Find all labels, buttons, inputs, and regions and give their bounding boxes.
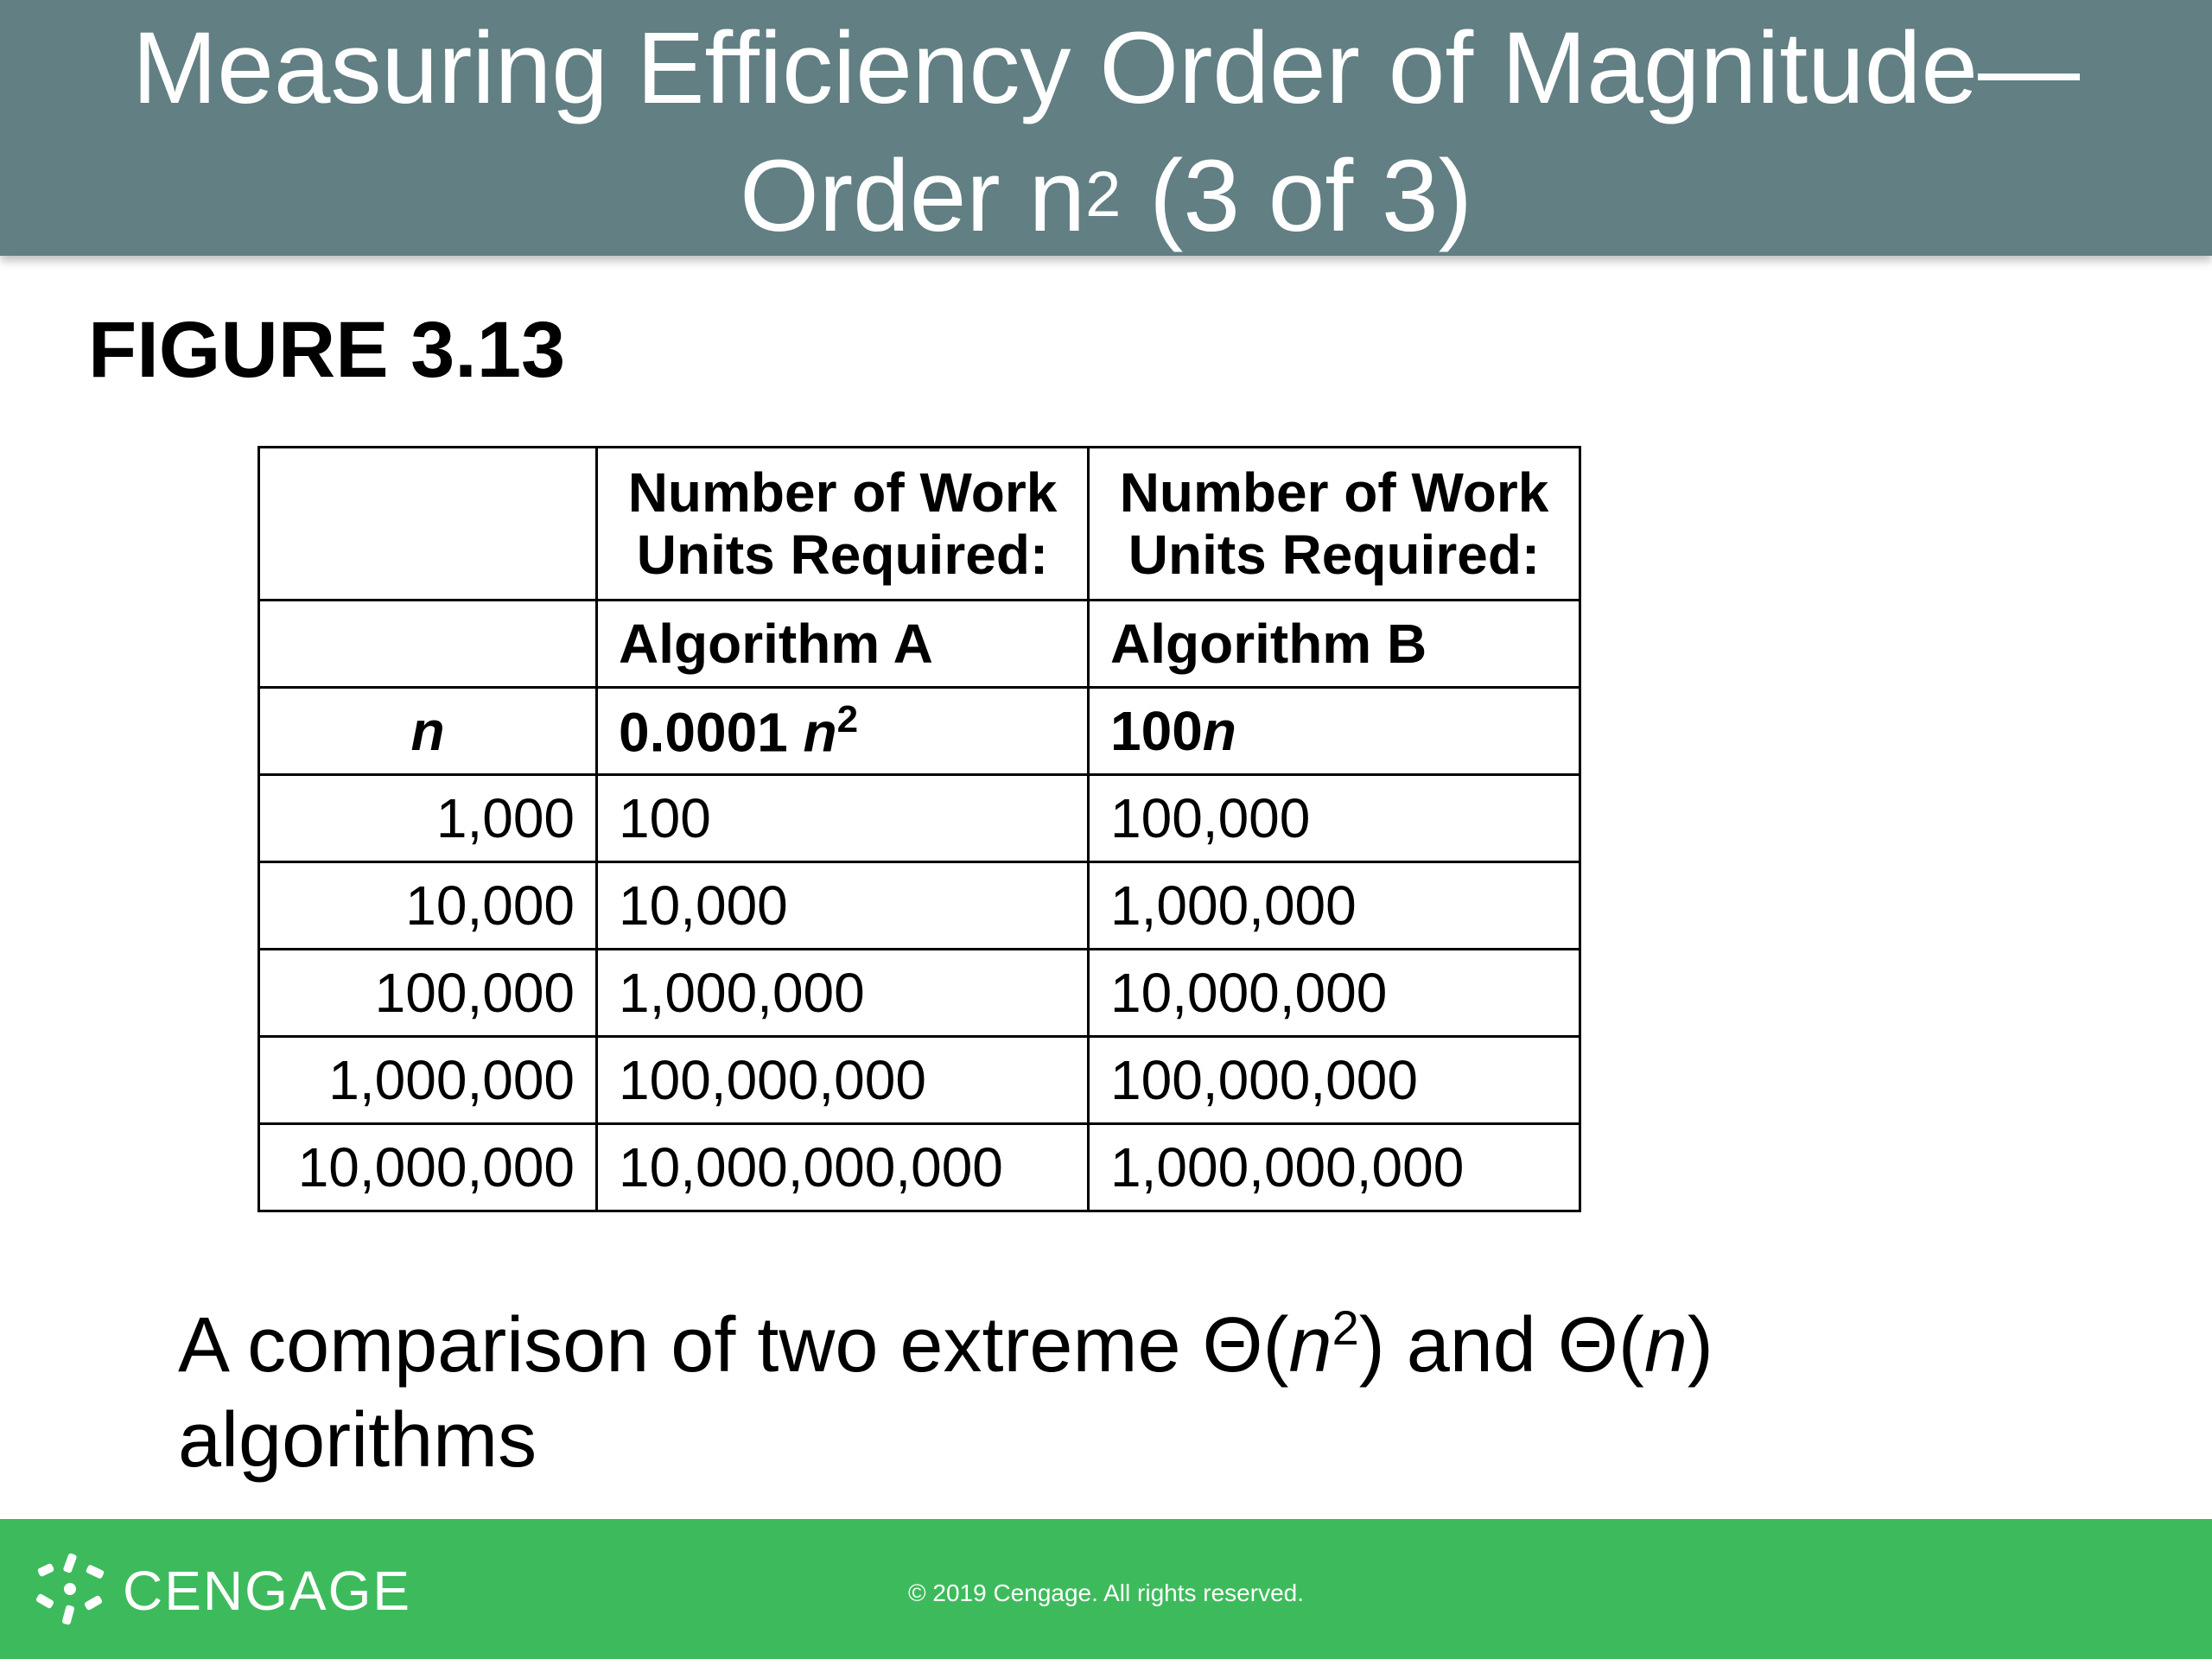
slide-title-line2 bbox=[0, 131, 2212, 261]
cell-a: 100,000,000 bbox=[597, 1037, 1089, 1124]
formula-b-coefficient: 100 bbox=[1110, 700, 1203, 762]
title-order-text: Order n bbox=[740, 139, 1086, 253]
figure-caption bbox=[178, 1281, 1993, 1488]
cell-n: 10,000 bbox=[259, 862, 597, 950]
title-exponent: 2 bbox=[1085, 158, 1122, 230]
caption-var1: n bbox=[1288, 1302, 1332, 1389]
copyright-notice: © 2019 Cengage. All rights reserved. bbox=[907, 1580, 1304, 1606]
slide-title-line1: Measuring Efficiency Order of Magnitude— bbox=[132, 11, 2080, 125]
formula-b-var: n bbox=[1202, 700, 1236, 762]
table-row bbox=[259, 1124, 1580, 1211]
brand-name: CENGAGE bbox=[123, 1560, 412, 1622]
formula-b bbox=[1089, 688, 1580, 775]
cell-n: 1,000,000 bbox=[259, 1037, 597, 1124]
table-header-col-b bbox=[1089, 448, 1580, 601]
cell-a: 1,000,000 bbox=[597, 950, 1089, 1037]
caption-part2: ) and Θ( bbox=[1358, 1302, 1644, 1389]
table-header-empty bbox=[259, 448, 597, 601]
caption-var2: n bbox=[1643, 1302, 1688, 1389]
formula-row bbox=[259, 688, 1580, 775]
cell-a: 10,000,000,000 bbox=[597, 1124, 1089, 1211]
cell-n: 1,000 bbox=[259, 775, 597, 862]
title-page-count: (3 of 3) bbox=[1121, 139, 1472, 253]
table-header-row bbox=[259, 448, 1580, 601]
slide-footer bbox=[0, 1519, 2212, 1659]
caption-sup1: 2 bbox=[1332, 1300, 1359, 1355]
algorithm-row bbox=[259, 601, 1580, 688]
table-row bbox=[259, 1037, 1580, 1124]
cell-n: 100,000 bbox=[259, 950, 597, 1037]
caption-part1: A comparison of two extreme Θ( bbox=[178, 1302, 1289, 1389]
header-a-line1: Number of Work bbox=[627, 461, 1058, 524]
cell-b: 1,000,000 bbox=[1089, 862, 1580, 950]
formula-a bbox=[597, 688, 1089, 775]
comparison-table bbox=[257, 446, 1581, 1212]
header-a-line2: Units Required: bbox=[636, 524, 1049, 586]
table-header-col-a bbox=[597, 448, 1089, 601]
algorithm-b-label: Algorithm B bbox=[1089, 601, 1580, 688]
cell-n: 10,000,000 bbox=[259, 1124, 597, 1211]
algorithm-row-empty bbox=[259, 601, 597, 688]
header-b-line1: Number of Work bbox=[1119, 461, 1549, 524]
cell-b: 100,000 bbox=[1089, 775, 1580, 862]
cell-b: 1,000,000,000 bbox=[1089, 1124, 1580, 1211]
cell-a: 100 bbox=[597, 775, 1089, 862]
caption-line2: algorithms bbox=[178, 1397, 537, 1484]
algorithm-a-label: Algorithm A bbox=[597, 601, 1089, 688]
caption-part3: ) bbox=[1687, 1302, 1713, 1389]
header-b-line2: Units Required: bbox=[1128, 524, 1541, 586]
table-row bbox=[259, 950, 1580, 1037]
cell-a: 10,000 bbox=[597, 862, 1089, 950]
n-column-label: n bbox=[259, 688, 597, 775]
cell-b: 10,000,000 bbox=[1089, 950, 1580, 1037]
table-row bbox=[259, 862, 1580, 950]
cell-b: 100,000,000 bbox=[1089, 1037, 1580, 1124]
figure-label: FIGURE 3.13 bbox=[88, 306, 566, 394]
table-row bbox=[259, 775, 1580, 862]
formula-a-var: n bbox=[803, 701, 837, 764]
formula-a-exponent: 2 bbox=[836, 697, 859, 741]
slide-header bbox=[0, 0, 2212, 256]
formula-a-coefficient: 0.0001 bbox=[619, 701, 804, 764]
